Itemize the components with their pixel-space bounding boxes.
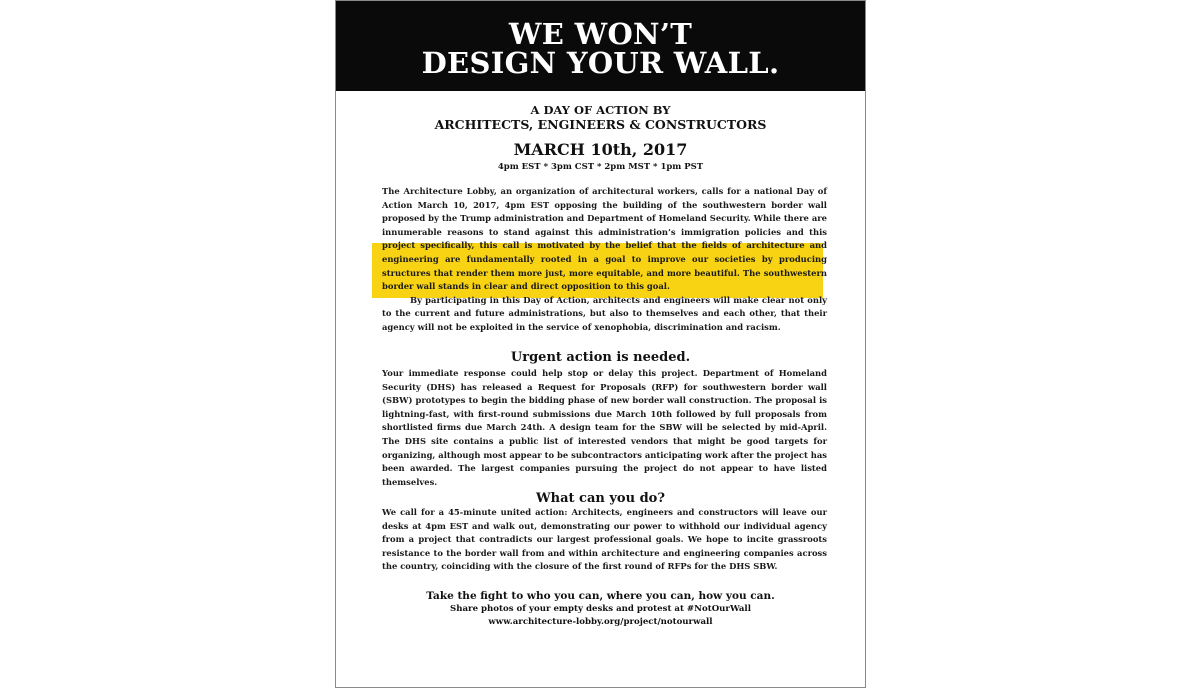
participation-paragraph: By participating in this Day of Action, architects and engineers will make clear not only to the current and future administrations, but also to themselves and each other, that their agency will not be exploited in the service of xenophobia, discrimination and racism.: [382, 294, 827, 332]
intro-paragraph: [382, 185, 827, 335]
urgent-paragraph: Your immediate response could help stop or delay this project. Department of Homeland Security (DHS) has released a Request for Proposals (RFP) for southwestern border wall (SBW) prototypes to begin the bidding phase of new border wall construction. The proposal is lightning-fast, with first-round submissions due March 10th followed by full proposals from shortlisted firms due March 24th. A design team for the SBW will be selected by mid-April. The DHS site contains a public list of interested vendors that might be good targets for organizing, although most appear to be subcontractors anticipating work after the project has been awarded. The largest companies pursuing the project do not appear to have listed themselves.: [382, 368, 827, 487]
title-line-2: DESIGN YOUR WALL.: [421, 46, 780, 80]
highlighted-text: this call is motivated by the belief that the fields of architecture and engineering are fundamentally rooted in a goal to improve our societies by producing structures that render them more just, more equitable, and more beautiful. The southwestern border wall stands in clear and direct opposition to this goal.: [382, 240, 827, 292]
subtitle-line-2: ARCHITECTS, ENGINEERS & CONSTRUCTORS: [434, 117, 767, 132]
event-date: MARCH 10th, 2017: [513, 140, 688, 159]
closing-slogan: Take the fight to who you can, where you can, how you can.: [426, 590, 775, 602]
action-paragraph: We call for a 45-minute united action: Architects, engineers and constructors will leave our desks at 4pm EST and walk out, demonstrating our power to withhold our individual agency from a project that contradicts our largest professional goals. We hope to incite grassroots resistance to the border wall from and within architecture and engineering companies across the country, coinciding with the closure of the first round of RFPs for the DHS SBW.: [382, 507, 827, 572]
title-line-1: WE WON’T: [508, 17, 693, 51]
flyer-page: [335, 0, 866, 688]
closing-hashtag-line: Share photos of your empty desks and protest at #NotOurWall: [450, 604, 751, 614]
intro-text: The Architecture Lobby, an organization of architectural workers, calls for a national Day of Action March 10, 2017, 4pm EST opposing the building of the southwestern border wall proposed by the Trump administration and Department of Homeland Security. While there are innumerable reasons to stand against this administration’s immigration policies and this project specifically,: [382, 186, 827, 251]
urgent-heading: Urgent action is needed.: [510, 350, 691, 365]
closing-url: www.architecture-lobby.org/project/notourwall: [488, 617, 713, 627]
what-can-you-do-heading: What can you do?: [536, 491, 665, 506]
event-times: 4pm EST * 3pm CST * 2pm MST * 1pm PST: [497, 162, 704, 172]
subtitle-line-1: A DAY OF ACTION BY: [530, 103, 671, 117]
title-banner: [336, 1, 865, 91]
